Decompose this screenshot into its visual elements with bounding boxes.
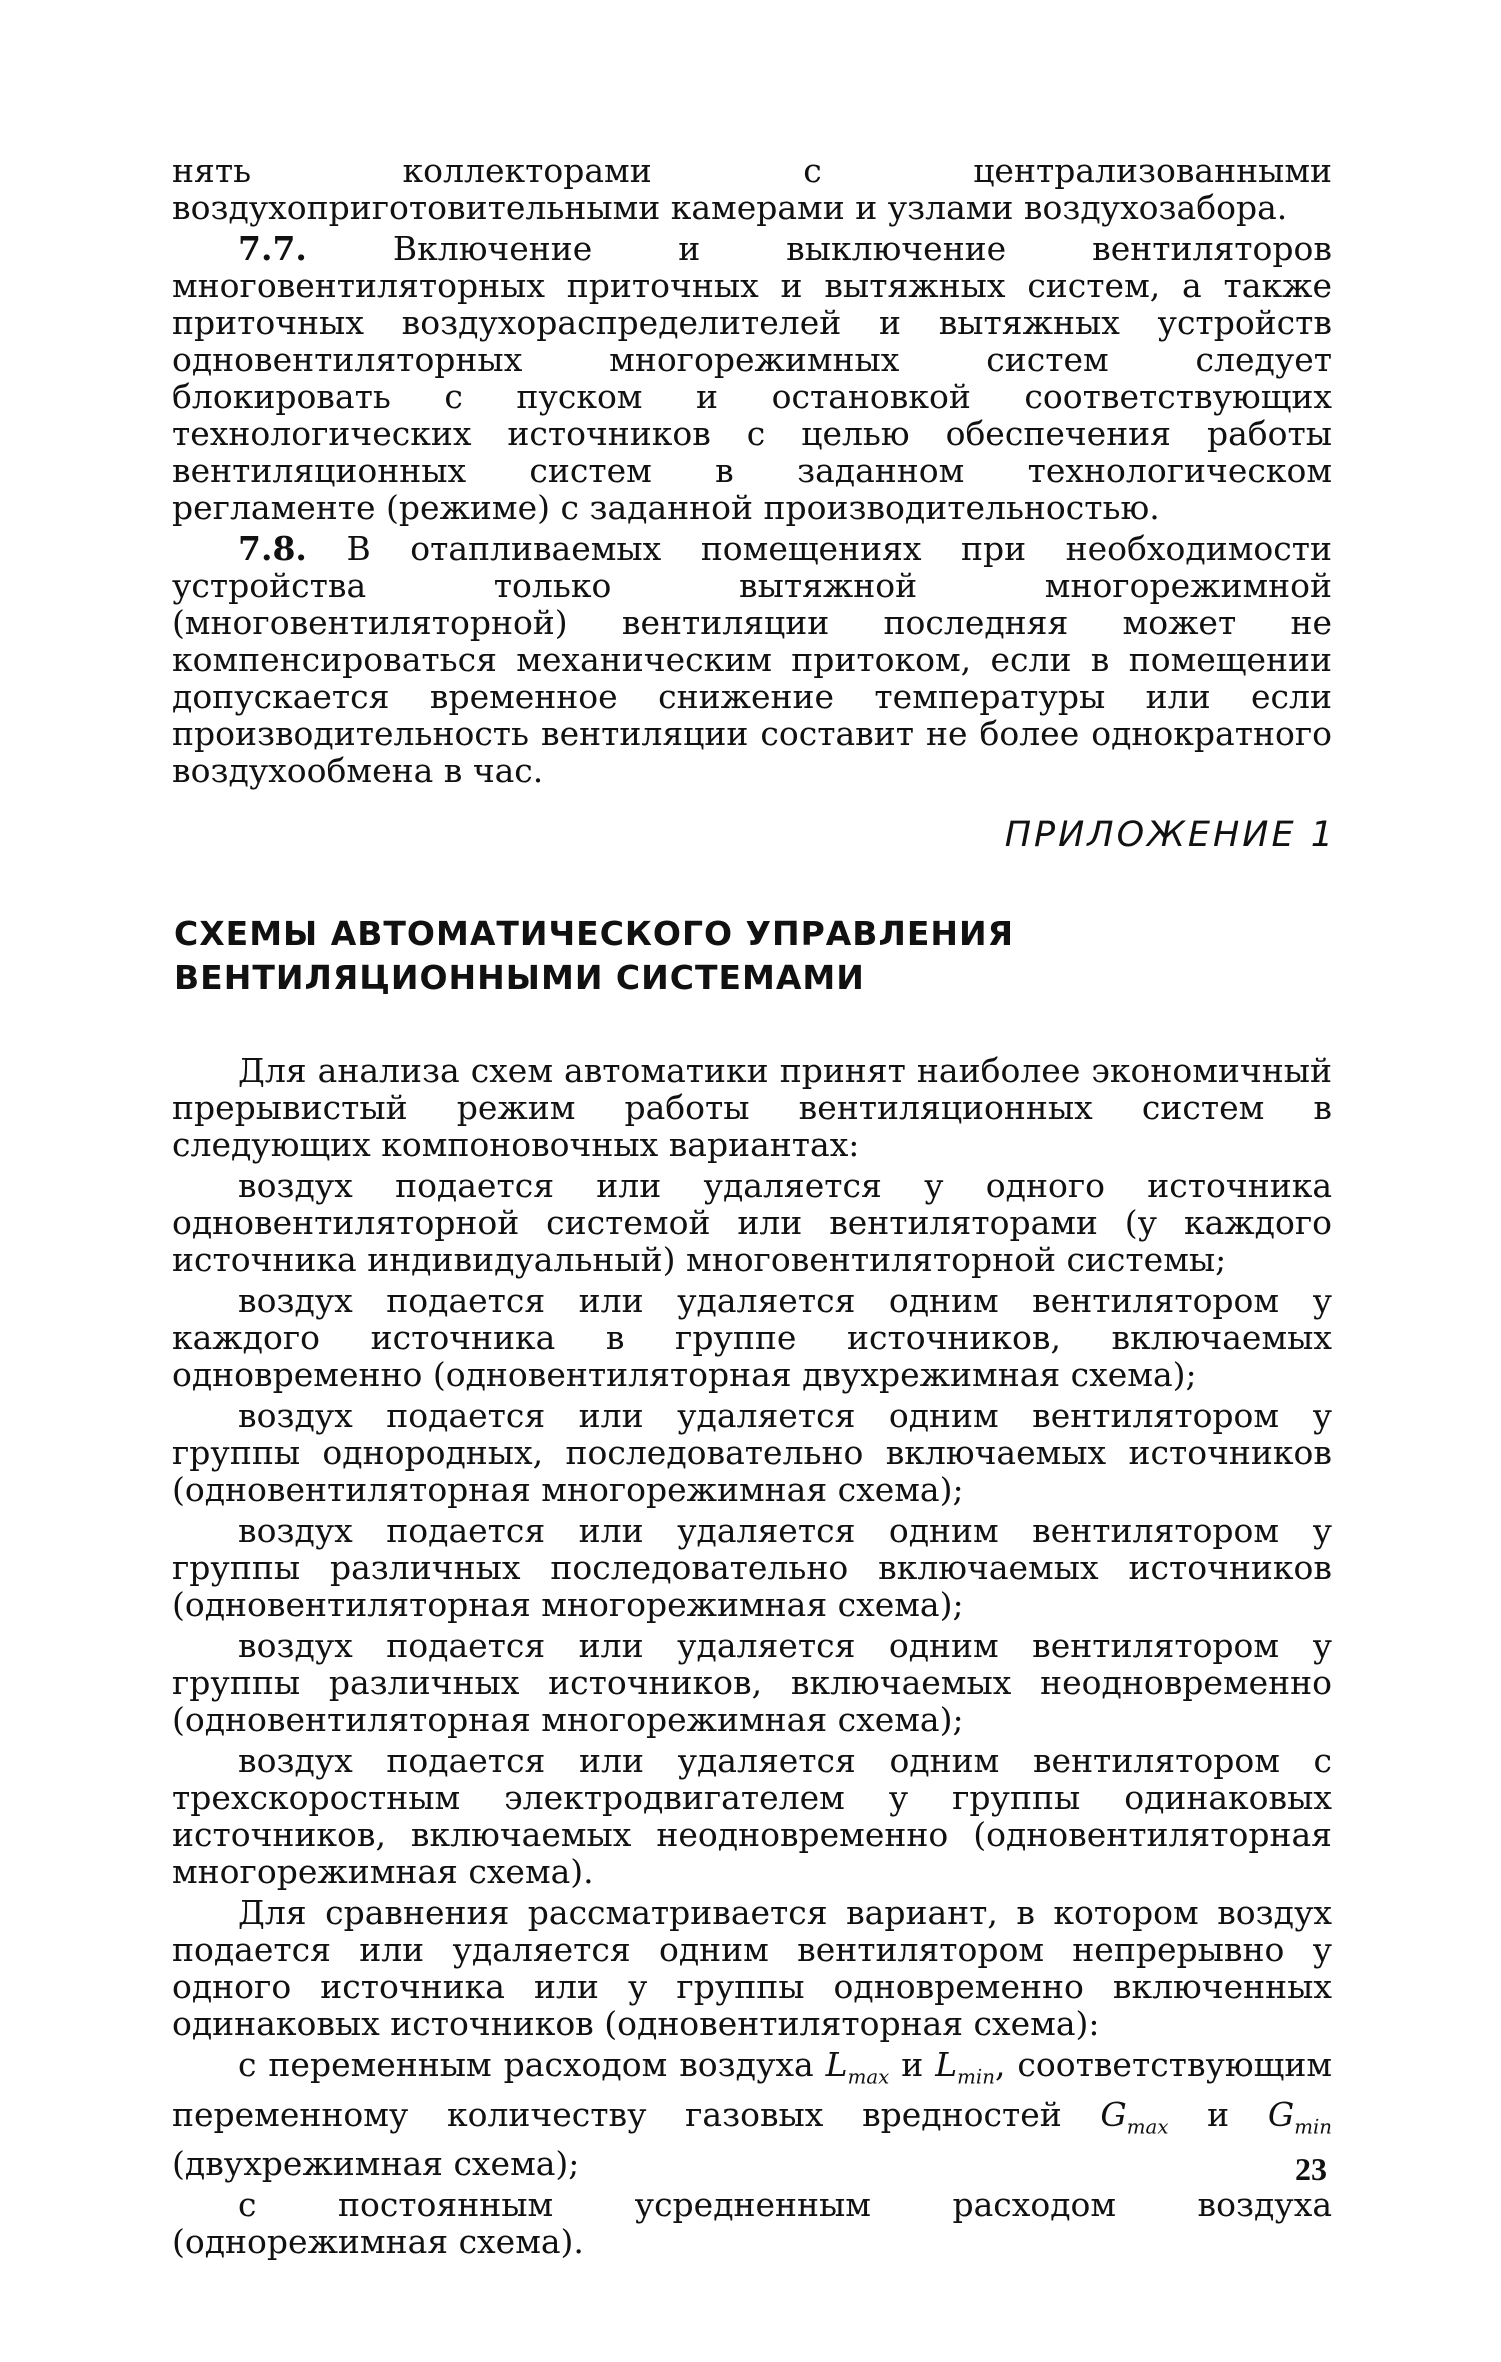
variant-item-6: воздух подается или удаляется одним вентилятором с трехскоростным электродвигателем у группы одинаковых источников, включаемых неодновременно (одновентиляторная многорежимная схема). xyxy=(172,1741,1332,1891)
var1-text-b: , соответствующим переменному количеству газовых вредностей xyxy=(172,2045,1333,2134)
page-number: 23 xyxy=(1295,2151,1327,2187)
symbol-L: L xyxy=(825,2045,848,2084)
var1-and-2: и xyxy=(1207,2094,1230,2134)
symbol-G-min xyxy=(1267,2094,1333,2139)
variant-item-1: воздух подается или удаляется у одного источника одновентиляторной системой или вентиляторами (у каждого источника индивидуальный) многовентиляторной системы; xyxy=(172,1166,1332,1279)
appendix-label: ПРИЛОЖЕНИЕ 1 xyxy=(1004,815,1336,855)
paragraph-7-8 xyxy=(172,530,1332,789)
clause-text-7-7: Включение и выключение вентиляторов многовентиляторных приточных и вытяжных систем, а также приточных воздухораспределителей и вытяжных устройств одновентиляторных многорежимных систем следует блокировать с пуском и остановкой соответствующих технологических источников с целью обеспечения работы вентиляционных систем в заданном технологическом регламенте (режиме) с заданной производительностью. xyxy=(172,229,1332,527)
subscript-min-2: min xyxy=(1294,2115,1333,2139)
clause-text-7-8: В отапливаемых помещениях при необходимости устройства только вытяжной многорежимной (многовентиляторной) вентиляции последняя может не компенсироваться механическим притоком, если в помещении допускается временное снижение температуры или если производительность вентиляции составит не более однократного воздухообмена в час. xyxy=(172,529,1332,790)
paragraph-7-7 xyxy=(172,230,1332,526)
symbol-L-max xyxy=(825,2045,890,2089)
symbol-L-min xyxy=(935,2045,995,2089)
symbol-G-2: G xyxy=(1267,2094,1295,2134)
var1-text-a: с переменным расходом воздуха xyxy=(238,2045,814,2084)
subscript-min: min xyxy=(957,2065,995,2089)
comparison-paragraph: Для сравнения рассматривается вариант, в котором воздух подается или удаляется одним вентилятором непрерывно у одного источника или у группы одновременно включенных одинаковых источников (одновентиляторная схема): xyxy=(172,1893,1332,2043)
variant-item-4: воздух подается или удаляется одним вентилятором у группы различных последовательно включаемых источников (одновентиляторная многорежимная схема); xyxy=(172,1511,1332,1624)
var1-and-1: и xyxy=(901,2045,924,2084)
appendix-body xyxy=(172,1052,1332,2264)
variant-item-5: воздух подается или удаляется одним вентилятором у группы различных источников, включаемых неодновременно (одновентиляторная многорежимная схема); xyxy=(172,1626,1332,1739)
comparison-variant-2: с постоянным усредненным расходом воздуха (однорежимная схема). xyxy=(172,2185,1332,2262)
comparison-variant-1 xyxy=(172,2046,1332,2182)
section-title-line-1: СХЕМЫ АВТОМАТИЧЕСКОГО УПРАВЛЕНИЯ xyxy=(174,914,1015,953)
symbol-L-2: L xyxy=(935,2045,958,2084)
subscript-max-2: max xyxy=(1126,2115,1169,2139)
intro-paragraph: Для анализа схем автоматики принят наиболее экономичный прерывистый режим работы вентиляционных систем в следующих компоновочных вариантах: xyxy=(172,1051,1332,1164)
continuation-text xyxy=(172,152,1332,793)
clause-number-7-7: 7.7. xyxy=(238,229,307,268)
section-title-line-2: ВЕНТИЛЯЦИОННЫМИ СИСТЕМАМИ xyxy=(174,958,865,997)
variant-item-2: воздух подается или удаляется одним вентилятором у каждого источника в группе источников, включаемых одновременно (одновентиляторная двухрежимная схема); xyxy=(172,1281,1332,1394)
variant-item-3: воздух подается или удаляется одним вентилятором у группы однородных, последовательно включаемых источников (одновентиляторная многорежимная схема); xyxy=(172,1396,1332,1509)
subscript-max: max xyxy=(847,2065,890,2089)
symbol-G: G xyxy=(1100,2094,1127,2134)
clause-number-7-8: 7.8. xyxy=(238,529,307,568)
var1-text-c: (двухрежимная схема); xyxy=(172,2144,580,2184)
symbol-G-max xyxy=(1100,2094,1169,2139)
section-title xyxy=(174,912,1274,1000)
paragraph-continuation: нять коллекторами с централизованными воздухоприготовительными камерами и узлами воздухозабора. xyxy=(172,151,1332,227)
